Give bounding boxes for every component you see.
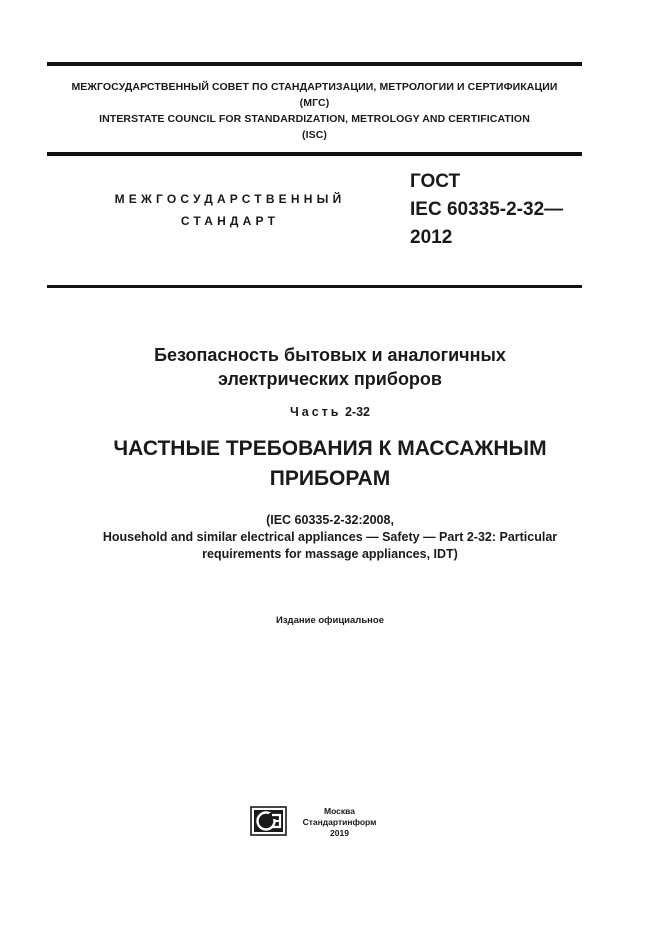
standard-kind-line2: СТАНДАРТ [180,214,280,228]
standard-code-line3: 2012 [410,227,453,248]
standard-code-line2: IEC 60335-2-32— [410,199,564,220]
publisher-name: Стандартинформ [302,817,377,827]
publisher-logo-icon [250,806,287,836]
publisher-info [292,806,387,839]
standard-code [410,168,610,252]
edition-label: Издание официальное [276,615,384,626]
standard-kind [90,188,370,232]
council-abbr-en: (ISC) [302,129,327,141]
iec-reference-line1: (IEC 60335-2-32:2008, [266,513,394,527]
iec-reference-line3: requirements for massage appliances, IDT) [202,547,458,561]
code-rule [47,285,582,288]
document-title-line1: Безопасность бытовых и аналогичных [154,345,506,365]
council-name-en-text: INTERSTATE COUNCIL FOR STANDARDIZATION, METROLOGY AND CERTIFICATION [99,113,530,125]
council-name-ru-text: МЕЖГОСУДАРСТВЕННЫЙ СОВЕТ ПО СТАНДАРТИЗАЦИИ, МЕТРОЛОГИИ И СЕРТИФИКАЦИИ [71,81,558,93]
part-word: Часть [289,405,342,419]
iec-reference [40,512,620,563]
publisher-city: Москва [324,806,355,816]
standard-kind-line1: МЕЖГОСУДАРСТВЕННЫЙ [114,192,346,206]
document-title [40,343,620,391]
document-title-line2: электрических приборов [217,369,442,389]
top-rule [47,62,582,66]
standard-code-line1: ГОСТ [410,171,461,192]
document-subtitle-line2: ПРИБОРАМ [269,467,391,490]
iec-reference-line2: Household and similar electrical appliances — Safety — Part 2-32: Particular [102,530,558,544]
council-name-ru [47,79,582,111]
council-abbr-ru: (МГС) [299,97,330,109]
header-rule [47,152,582,156]
part-label [40,403,620,421]
document-subtitle [40,434,620,494]
part-number: 2-32 [344,405,370,419]
council-name-en [47,111,582,143]
document-subtitle-line1: ЧАСТНЫЕ ТРЕБОВАНИЯ К МАССАЖНЫМ [113,437,547,460]
publisher-year: 2019 [330,828,349,838]
